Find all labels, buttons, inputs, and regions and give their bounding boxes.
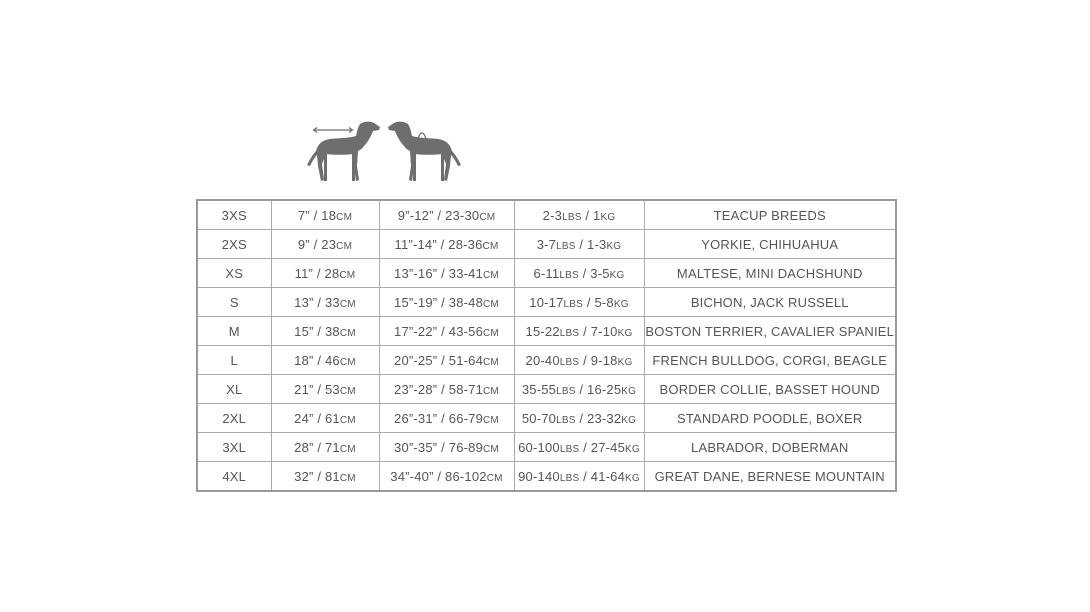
size-cell: 2XL <box>197 404 271 433</box>
neck-girth-cell: 15”-19” / 38-48CM <box>379 288 514 317</box>
size-cell: M <box>197 317 271 346</box>
dog-neck-girth-icon <box>386 118 468 184</box>
size-chart-table <box>196 199 897 492</box>
back-length-cell: 24” / 61CM <box>271 404 379 433</box>
table-row <box>197 346 896 375</box>
table-row <box>197 433 896 462</box>
neck-girth-cell: 13”-16” / 33-41CM <box>379 259 514 288</box>
table-row <box>197 317 896 346</box>
size-cell: 3XS <box>197 200 271 230</box>
breeds-cell: LABRADOR, DOBERMAN <box>644 433 896 462</box>
weight-cell: 60-100LBS / 27-45KG <box>514 433 644 462</box>
neck-girth-cell: 34”-40” / 86-102CM <box>379 462 514 492</box>
weight-cell: 20-40LBS / 9-18KG <box>514 346 644 375</box>
table-row <box>197 200 896 230</box>
back-length-cell: 11” / 28CM <box>271 259 379 288</box>
size-cell: 4XL <box>197 462 271 492</box>
back-length-cell: 7” / 18CM <box>271 200 379 230</box>
neck-girth-cell: 30”-35” / 76-89CM <box>379 433 514 462</box>
back-length-cell: 21” / 53CM <box>271 375 379 404</box>
back-length-cell: 15” / 38CM <box>271 317 379 346</box>
neck-girth-cell: 17”-22” / 43-56CM <box>379 317 514 346</box>
dog-back-length-icon <box>300 118 382 184</box>
back-length-cell: 18” / 46CM <box>271 346 379 375</box>
neck-girth-cell: 23”-28” / 58-71CM <box>379 375 514 404</box>
size-cell: S <box>197 288 271 317</box>
table-row <box>197 259 896 288</box>
table-row <box>197 404 896 433</box>
weight-cell: 35-55LBS / 16-25KG <box>514 375 644 404</box>
back-length-cell: 13” / 33CM <box>271 288 379 317</box>
weight-cell: 15-22LBS / 7-10KG <box>514 317 644 346</box>
neck-girth-cell: 20”-25” / 51-64CM <box>379 346 514 375</box>
breeds-cell: GREAT DANE, BERNESE MOUNTAIN <box>644 462 896 492</box>
weight-cell: 10-17LBS / 5-8KG <box>514 288 644 317</box>
neck-girth-cell: 9”-12” / 23-30CM <box>379 200 514 230</box>
table-row <box>197 462 896 492</box>
breeds-cell: BORDER COLLIE, BASSET HOUND <box>644 375 896 404</box>
weight-cell: 3-7LBS / 1-3KG <box>514 230 644 259</box>
neck-girth-cell: 11”-14” / 28-36CM <box>379 230 514 259</box>
size-cell: L <box>197 346 271 375</box>
size-cell: XL <box>197 375 271 404</box>
weight-cell: 90-140LBS / 41-64KG <box>514 462 644 492</box>
breeds-cell: FRENCH BULLDOG, CORGI, BEAGLE <box>644 346 896 375</box>
back-length-cell: 32” / 81CM <box>271 462 379 492</box>
breeds-cell: STANDARD POODLE, BOXER <box>644 404 896 433</box>
breeds-cell: TEACUP BREEDS <box>644 200 896 230</box>
neck-girth-cell: 26”-31” / 66-79CM <box>379 404 514 433</box>
size-cell: 3XL <box>197 433 271 462</box>
weight-cell: 2-3LBS / 1KG <box>514 200 644 230</box>
size-cell: XS <box>197 259 271 288</box>
table-row <box>197 288 896 317</box>
breeds-cell: MALTESE, MINI DACHSHUND <box>644 259 896 288</box>
weight-cell: 6-11LBS / 3-5KG <box>514 259 644 288</box>
breeds-cell: YORKIE, CHIHUAHUA <box>644 230 896 259</box>
back-length-cell: 9” / 23CM <box>271 230 379 259</box>
breeds-cell: BOSTON TERRIER, CAVALIER SPANIEL <box>644 317 896 346</box>
table-row <box>197 375 896 404</box>
size-cell: 2XS <box>197 230 271 259</box>
breeds-cell: BICHON, JACK RUSSELL <box>644 288 896 317</box>
table-row <box>197 230 896 259</box>
weight-cell: 50-70LBS / 23-32KG <box>514 404 644 433</box>
back-length-cell: 28” / 71CM <box>271 433 379 462</box>
